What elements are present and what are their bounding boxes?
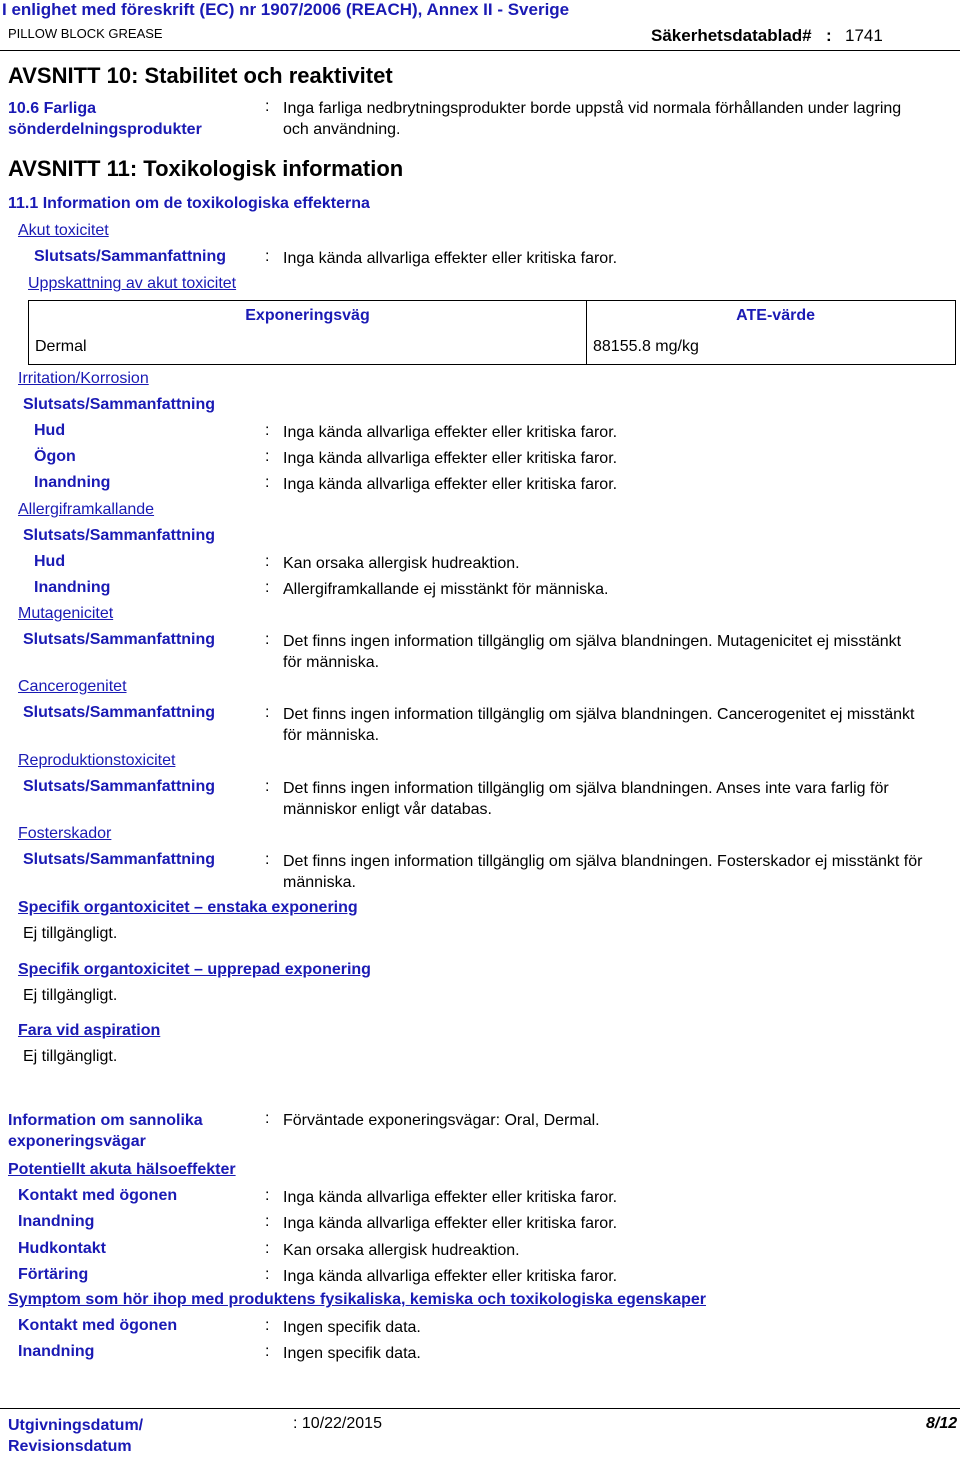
header-divider: [0, 50, 960, 51]
product-name: PILLOW BLOCK GREASE: [8, 26, 163, 41]
ate-col-value-label: ATE-värde: [736, 306, 815, 324]
carcinogenicity-summary-label: Slutsats/Sammanfattning: [23, 704, 216, 721]
mutagenicity-value: Det finns ingen information tillgänglig om själva blandningen. Mutagenicitet ej misstänkt för människa.: [283, 633, 902, 671]
section11-heading: AVSNITT 11: Toxikologisk information: [8, 156, 404, 181]
aspiration-heading: Fara vid aspiration: [18, 1022, 161, 1039]
irritation-inhalation-label: Inandning: [34, 474, 111, 491]
colon: :: [265, 631, 270, 648]
symptoms-inhalation-label: Inandning: [18, 1343, 95, 1360]
colon: :: [265, 778, 270, 795]
sds-separator: :: [826, 26, 832, 45]
acute-health-eye-label: Kontakt med ögonen: [18, 1187, 178, 1204]
symptoms-heading: Symptom som hör ihop med produktens fysikaliska, kemiska och toxikologiska egenskaper: [8, 1291, 706, 1308]
acute-summary-label: Slutsats/Sammanfattning: [34, 248, 227, 265]
document-title: I enlighet med föreskrift (EC) nr 1907/2006 (REACH), Annex II - Sverige: [2, 0, 570, 19]
colon: :: [265, 448, 270, 465]
colon: :: [265, 579, 270, 596]
ate-col-route-label: Exponeringsväg: [245, 306, 370, 324]
sensitization-skin-value: Kan orsaka allergisk hudreaktion.: [283, 555, 520, 572]
colon: :: [265, 98, 270, 115]
stot-repeated-heading: Specifik organtoxicitet – upprepad exponering: [18, 961, 371, 978]
section10-item-value: Inga farliga nedbrytningsprodukter borde uppstå vid normala förhållanden under lagring och användning.: [283, 100, 902, 138]
ate-col-value: [587, 301, 956, 331]
symptoms-inhalation-value: Ingen specifik data.: [283, 1345, 421, 1362]
colon: :: [265, 422, 270, 439]
symptoms-eye-label: Kontakt med ögonen: [18, 1317, 178, 1334]
colon: :: [265, 851, 270, 868]
routes-label: Information om sannolika exponeringsvägar: [8, 1112, 203, 1150]
acute-toxicity-heading: Akut toxicitet: [18, 222, 109, 239]
teratogenicity-heading: Fosterskador: [18, 825, 112, 842]
stot-single-heading: Specifik organtoxicitet – enstaka exponering: [18, 899, 358, 916]
routes-value: Förväntade exponeringsvägar: Oral, Dermal.: [283, 1112, 600, 1129]
colon: :: [265, 1187, 270, 1204]
table-row: [29, 331, 956, 365]
stot-repeated-value: Ej tillgängligt.: [23, 987, 118, 1004]
ate-estimate-heading: Uppskattning av akut toxicitet: [28, 275, 237, 292]
sensitization-summary-label: Slutsats/Sammanfattning: [23, 527, 216, 544]
colon: :: [265, 1317, 270, 1334]
colon: :: [265, 248, 270, 265]
section10-item-label: 10.6 Farliga sönderdelningsprodukter: [8, 100, 202, 138]
acute-health-ingestion-label: Förtäring: [18, 1266, 89, 1283]
section11-subheading: 11.1 Information om de toxikologiska effekterna: [8, 195, 370, 212]
acute-health-skin-label: Hudkontakt: [18, 1240, 106, 1257]
sds-label: Säkerhetsdatablad#: [651, 26, 812, 45]
irritation-summary-label: Slutsats/Sammanfattning: [23, 396, 216, 413]
ate-col-route: [29, 301, 587, 331]
irritation-skin-value: Inga kända allvarliga effekter eller kritiska faror.: [283, 424, 618, 441]
colon: :: [265, 1213, 270, 1230]
acute-health-heading: Potentiellt akuta hälsoeffekter: [8, 1161, 236, 1178]
acute-summary-value: Inga kända allvarliga effekter eller kritiska faror.: [283, 250, 618, 267]
sensitization-heading: Allergiframkallande: [18, 501, 155, 518]
colon: :: [265, 1110, 270, 1127]
stot-single-value: Ej tillgängligt.: [23, 925, 118, 942]
sds-number: 1741: [845, 26, 883, 45]
mutagenicity-summary-label: Slutsats/Sammanfattning: [23, 631, 216, 648]
ate-value: 88155.8 mg/kg: [593, 338, 699, 356]
teratogenicity-summary-label: Slutsats/Sammanfattning: [23, 851, 216, 868]
carcinogenicity-value: Det finns ingen information tillgänglig om själva blandningen. Cancerogenitet ej misstänkt för människa.: [283, 706, 915, 744]
acute-health-ingestion-value: Inga kända allvarliga effekter eller kritiska faror.: [283, 1268, 618, 1285]
footer-divider: [0, 1408, 960, 1409]
ate-table: [28, 300, 956, 365]
symptoms-eye-value: Ingen specifik data.: [283, 1319, 421, 1336]
acute-health-inhalation-value: Inga kända allvarliga effekter eller kritiska faror.: [283, 1215, 618, 1232]
teratogenicity-value: Det finns ingen information tillgänglig om själva blandningen. Fosterskador ej misstänkt för människa.: [283, 853, 923, 891]
mutagenicity-heading: Mutagenicitet: [18, 605, 114, 622]
ate-route-value: Dermal: [35, 338, 87, 356]
ate-route-cell: [29, 331, 587, 365]
acute-health-eye-value: Inga kända allvarliga effekter eller kritiska faror.: [283, 1189, 618, 1206]
footer-date-label: Utgivningsdatum/ Revisionsdatum: [8, 1417, 144, 1455]
footer-date-value: : 10/22/2015: [293, 1415, 382, 1432]
irritation-eyes-value: Inga kända allvarliga effekter eller kritiska faror.: [283, 450, 618, 467]
carcinogenicity-heading: Cancerogenitet: [18, 678, 127, 695]
aspiration-value: Ej tillgängligt.: [23, 1048, 118, 1065]
irritation-inhalation-value: Inga kända allvarliga effekter eller kritiska faror.: [283, 476, 618, 493]
reproductive-summary-label: Slutsats/Sammanfattning: [23, 778, 216, 795]
acute-health-skin-value: Kan orsaka allergisk hudreaktion.: [283, 1242, 520, 1259]
irritation-skin-label: Hud: [34, 422, 66, 439]
irritation-heading: Irritation/Korrosion: [18, 370, 149, 387]
sensitization-inhalation-value: Allergiframkallande ej misstänkt för människa.: [283, 581, 609, 598]
section10-heading: AVSNITT 10: Stabilitet och reaktivitet: [8, 63, 393, 88]
sensitization-inhalation-label: Inandning: [34, 579, 111, 596]
colon: :: [265, 553, 270, 570]
colon: :: [265, 1343, 270, 1360]
colon: :: [265, 474, 270, 491]
colon: :: [265, 1266, 270, 1283]
reproductive-value: Det finns ingen information tillgänglig om själva blandningen. Anses inte vara farlig för människor enligt vår databas.: [283, 780, 889, 818]
ate-value-cell: [587, 331, 956, 365]
acute-health-inhalation-label: Inandning: [18, 1213, 95, 1230]
ate-table-header-row: [29, 301, 956, 331]
colon: :: [265, 704, 270, 721]
colon: :: [265, 1240, 270, 1257]
page-number: 8/12: [926, 1415, 958, 1432]
sensitization-skin-label: Hud: [34, 553, 66, 570]
reproductive-heading: Reproduktionstoxicitet: [18, 752, 176, 769]
irritation-eyes-label: Ögon: [34, 448, 76, 465]
